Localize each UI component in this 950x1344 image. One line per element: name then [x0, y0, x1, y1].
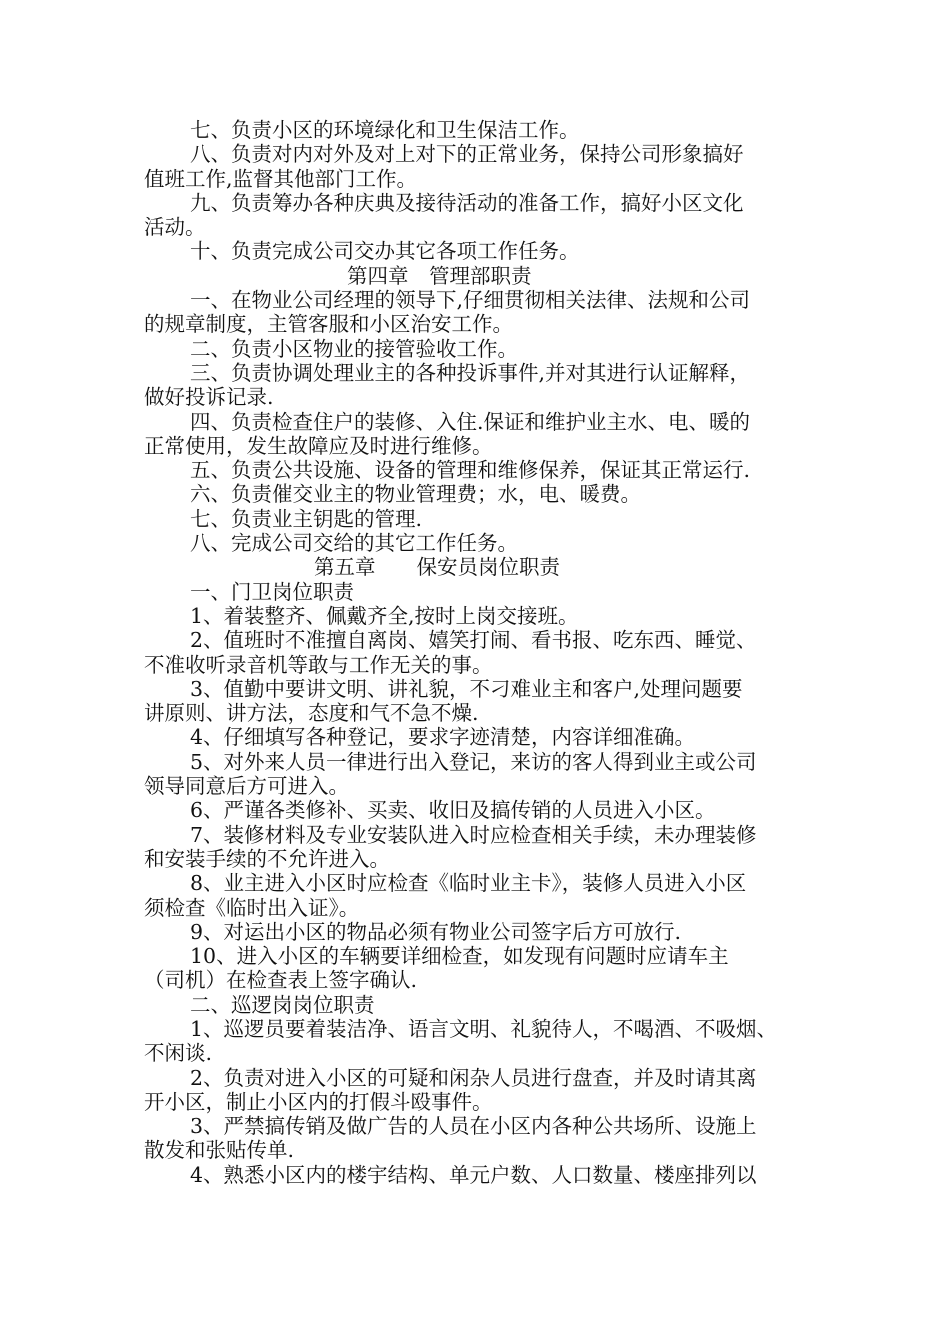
- text-line: 七、负责小区的环境绿化和卫生保洁工作。: [190, 118, 580, 142]
- chapter-heading: 第四章 管理部职责: [347, 263, 532, 288]
- text-line: 和安装手续的不允许进入。: [144, 846, 390, 871]
- text-line: 散发和张贴传单.: [144, 1138, 295, 1163]
- text-line: 7、装修材料及专业安装队进入时应检查相关手续，未办理装修: [190, 822, 757, 847]
- text-line: 一、门卫岗位职责: [190, 579, 354, 604]
- text-line: 10、进入小区的车辆要详细检查，如发现有问题时应请车主: [190, 944, 729, 969]
- text-line: 6、严谨各类修补、买卖、收旧及搞传销的人员进入小区。: [190, 798, 716, 823]
- text-line: 做好投诉记录.: [144, 385, 274, 410]
- text-line: 一、在物业公司经理的领导下,仔细贯彻相关法律、法规和公司: [190, 288, 751, 313]
- text-line: 不准收听录音机等敢与工作无关的事。: [144, 652, 493, 677]
- text-line: 3、值勤中要讲文明、讲礼貌，不刁难业主和客户,处理问题要: [190, 676, 743, 701]
- text-line: 8、业主进入小区时应检查《临时业主卡》，装修人员进入小区: [190, 871, 747, 896]
- text-line: （司机）在检查表上签字确认.: [144, 968, 418, 993]
- text-line: 开小区，制止小区内的打假斗殴事件。: [144, 1089, 493, 1114]
- text-line: 正常使用，发生故障应及时进行维修。: [144, 433, 493, 458]
- text-line: 三、负责协调处理业主的各种投诉事件,并对其进行认证解释，: [190, 360, 751, 385]
- text-line: 十、负责完成公司交办其它各项工作任务。: [190, 239, 580, 264]
- text-line: 的规章制度，主管客服和小区治安工作。: [144, 312, 513, 337]
- text-line: 2、负责对进入小区的可疑和闲杂人员进行盘查，并及时请其离: [190, 1065, 757, 1090]
- text-line: 六、负责催交业主的物业管理费；水，电、暖费。: [190, 482, 641, 507]
- text-line: 3、严禁搞传销及做广告的人员在小区内各种公共场所、设施上: [190, 1114, 757, 1139]
- text-line: 九、负责筹办各种庆典及接待活动的准备工作，搞好小区文化: [190, 190, 744, 215]
- text-line: 4、熟悉小区内的楼宇结构、单元户数、人口数量、楼座排列以: [190, 1162, 757, 1187]
- text-line: 讲原则、讲方法，态度和气不急不燥.: [144, 701, 479, 726]
- text-line: 值班工作,监督其他部门工作。: [144, 166, 418, 191]
- text-line: 四、负责检查住户的装修、入住.保证和维护业主水、电、暖的: [190, 409, 751, 434]
- text-line: 二、负责小区物业的接管验收工作。: [190, 336, 518, 361]
- text-line: 五、负责公共设施、设备的管理和维修保养，保证其正常运行.: [190, 458, 751, 483]
- text-line: 1、着装整齐、佩戴齐全,按时上岗交接班。: [190, 603, 579, 628]
- text-line: 领导同意后方可进入。: [144, 774, 349, 799]
- chapter-heading: 第五章 保安员岗位职责: [314, 555, 560, 580]
- text-line: 二、巡逻岗岗位职责: [190, 992, 375, 1017]
- text-line: 4、仔细填写各种登记，要求字迹清楚，内容详细准确。: [190, 725, 696, 750]
- text-line: 八、负责对内对外及对上对下的正常业务，保持公司形象搞好: [190, 142, 744, 167]
- text-line: 活动。: [144, 215, 206, 240]
- text-line: 不闲谈.: [144, 1041, 213, 1066]
- text-line: 七、负责业主钥匙的管理.: [190, 506, 423, 531]
- text-line: 5、对外来人员一律进行出入登记，来访的客人得到业主或公司: [190, 749, 757, 774]
- text-line: 须检查《临时出入证》。: [144, 895, 360, 920]
- text-line: 八、完成公司交给的其它工作任务。: [190, 531, 518, 556]
- text-line: 2、值班时不准擅自离岗、嬉笑打闹、看书报、吃东西、睡觉、: [190, 628, 757, 653]
- document-body: [144, 118, 824, 1187]
- text-line: 9、对运出小区的物品必须有物业公司签字后方可放行.: [190, 919, 682, 944]
- text-line: 1、巡逻员要着装洁净、语言文明、礼貌待人，不喝酒、不吸烟、: [190, 1016, 778, 1041]
